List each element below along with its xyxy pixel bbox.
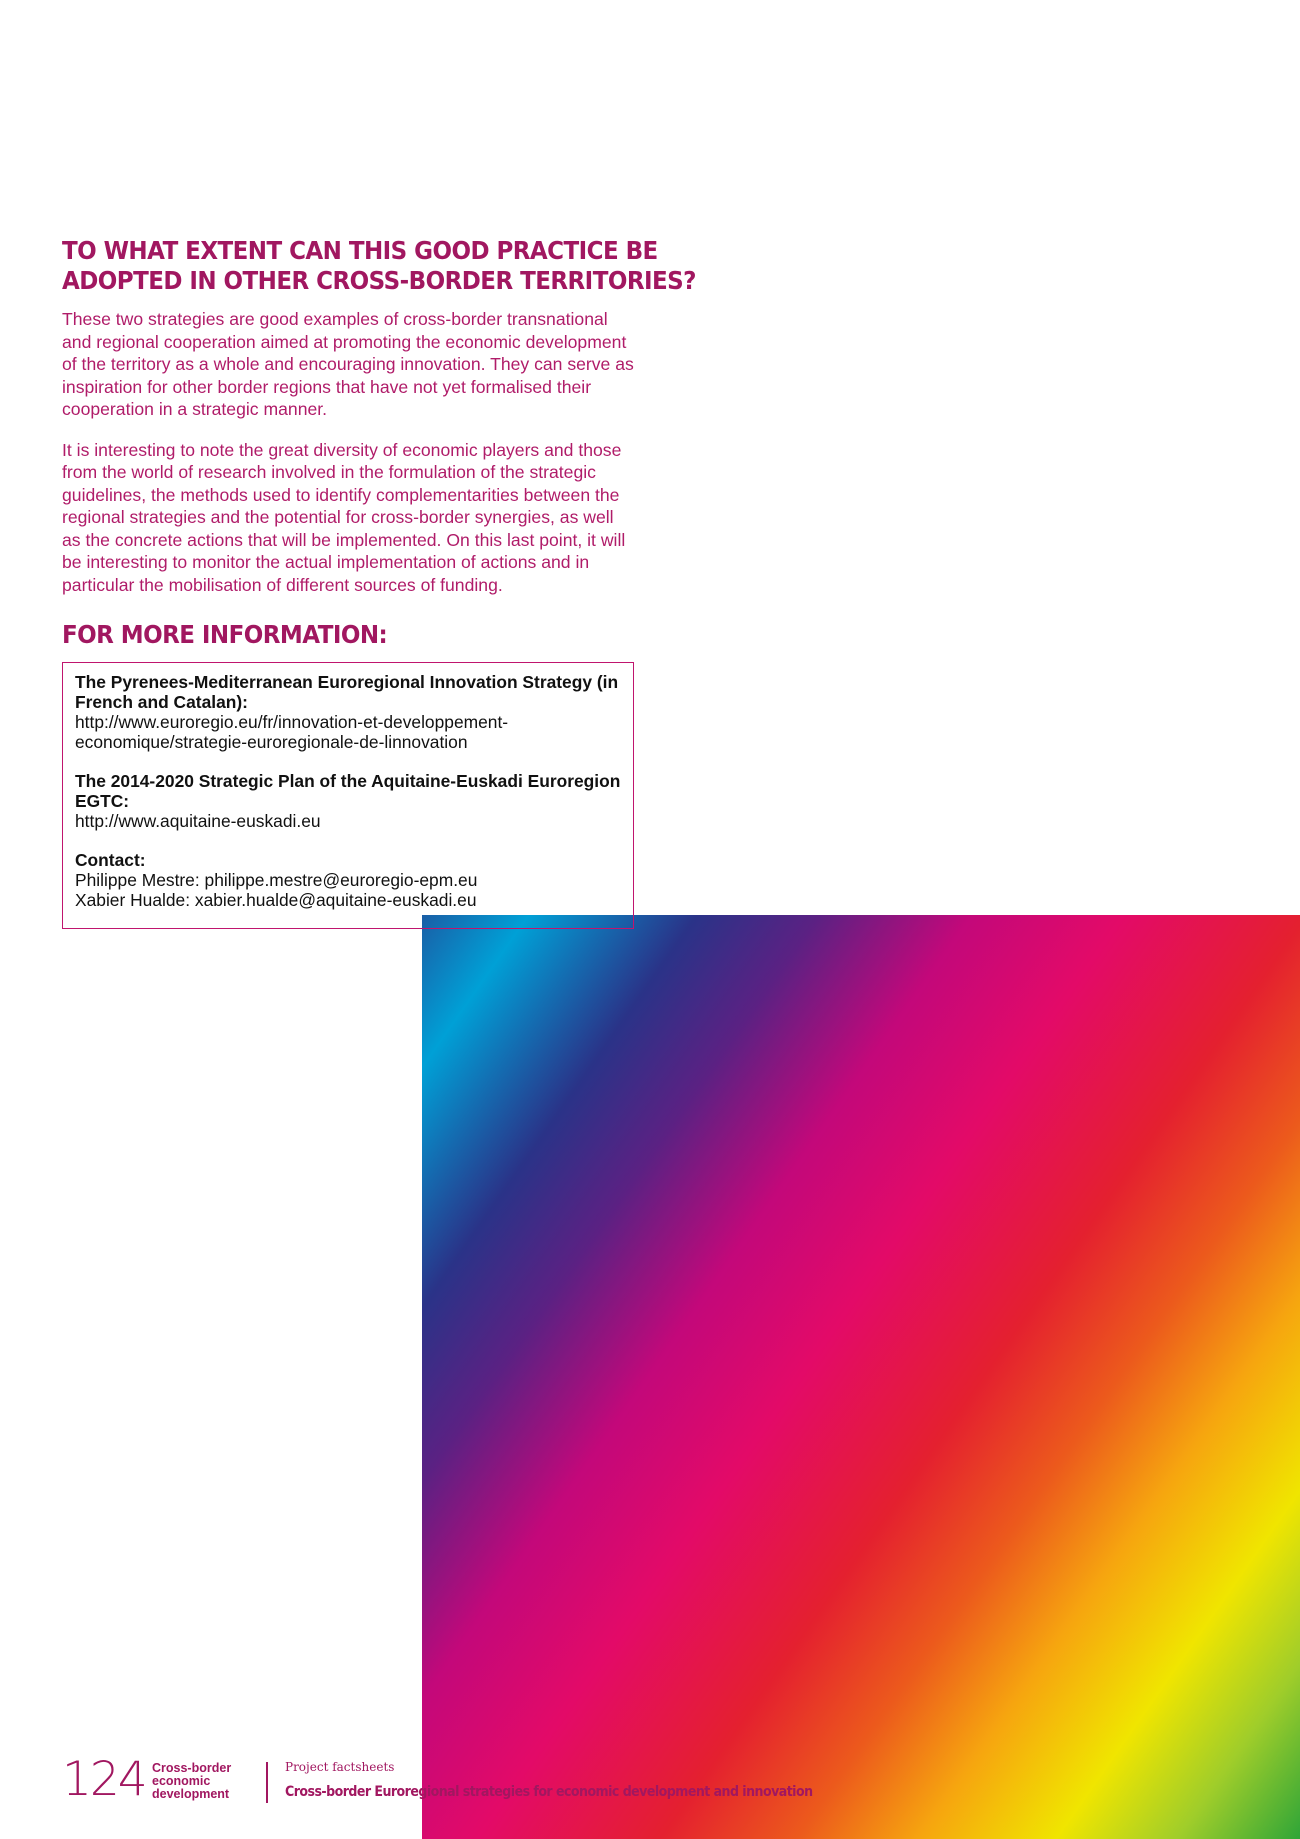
footer-section-line: development <box>152 1787 230 1801</box>
footer-divider <box>266 1762 268 1803</box>
footer-label: Project factsheets <box>285 1760 395 1774</box>
info-link[interactable]: http://www.aquitaine-euskadi.eu <box>75 811 321 831</box>
info-entry-innovation-strategy <box>75 672 621 752</box>
footer-section-line: economic <box>152 1774 211 1788</box>
footer-section-name <box>152 1762 252 1801</box>
main-content <box>62 236 696 929</box>
info-link[interactable]: economique/strategie-euroregionale-de-linnovation <box>75 732 468 752</box>
adoption-heading-line2: ADOPTED IN OTHER CROSS-BORDER TERRITORIES? <box>62 266 696 295</box>
contact-line: Philippe Mestre: philippe.mestre@euroregio-epm.eu <box>75 870 478 890</box>
footer-section-line: Cross-border <box>152 1761 232 1775</box>
adoption-paragraph-1: These two strategies are good examples of cross-border transnational and regional cooperation aimed at promoting the economic development of the territory as a whole and encouraging innovation. They can serve as inspiration for other border regions that have not yet formalised their cooperation in a strategic manner. <box>62 309 634 419</box>
contact-line: Xabier Hualde: xabier.hualde@aquitaine-euskadi.eu <box>75 890 477 910</box>
info-entry-title: The 2014-2020 Strategic Plan of the Aquitaine-Euskadi Euroregion EGTC: <box>75 771 621 811</box>
adoption-paragraph-2: It is interesting to note the great diversity of economic players and those from the world of research involved in the formulation of the strategic guidelines, the methods used to identify complementarities between the regional strategies and the potential for cross-border synergies, as well as the concrete actions that will be implemented. On this last point, it will be interesting to monitor the actual implementation of actions and in particular the mobilisation of different sources of funding. <box>62 439 626 595</box>
info-entry-title: The Pyrenees-Mediterranean Euroregional Innovation Strategy (in French and Catalan): <box>75 672 619 712</box>
info-entry-strategic-plan <box>75 771 621 831</box>
footer-document-title: Cross-border Euroregional strategies for economic development and innovation <box>285 1784 813 1800</box>
info-heading: FOR MORE INFORMATION: <box>62 620 388 649</box>
info-entry-contact <box>75 850 621 910</box>
adoption-heading-line1: TO WHAT EXTENT CAN THIS GOOD PRACTICE BE <box>62 236 658 265</box>
decorative-gradient-block <box>422 915 1300 1839</box>
info-link[interactable]: http://www.euroregio.eu/fr/innovation-et-developpement- <box>75 712 509 732</box>
page-footer <box>62 1752 822 1808</box>
info-box <box>62 662 634 929</box>
adoption-heading <box>62 236 696 296</box>
info-entry-title: Contact: <box>75 850 146 870</box>
page-number: 124 <box>62 1752 146 1807</box>
